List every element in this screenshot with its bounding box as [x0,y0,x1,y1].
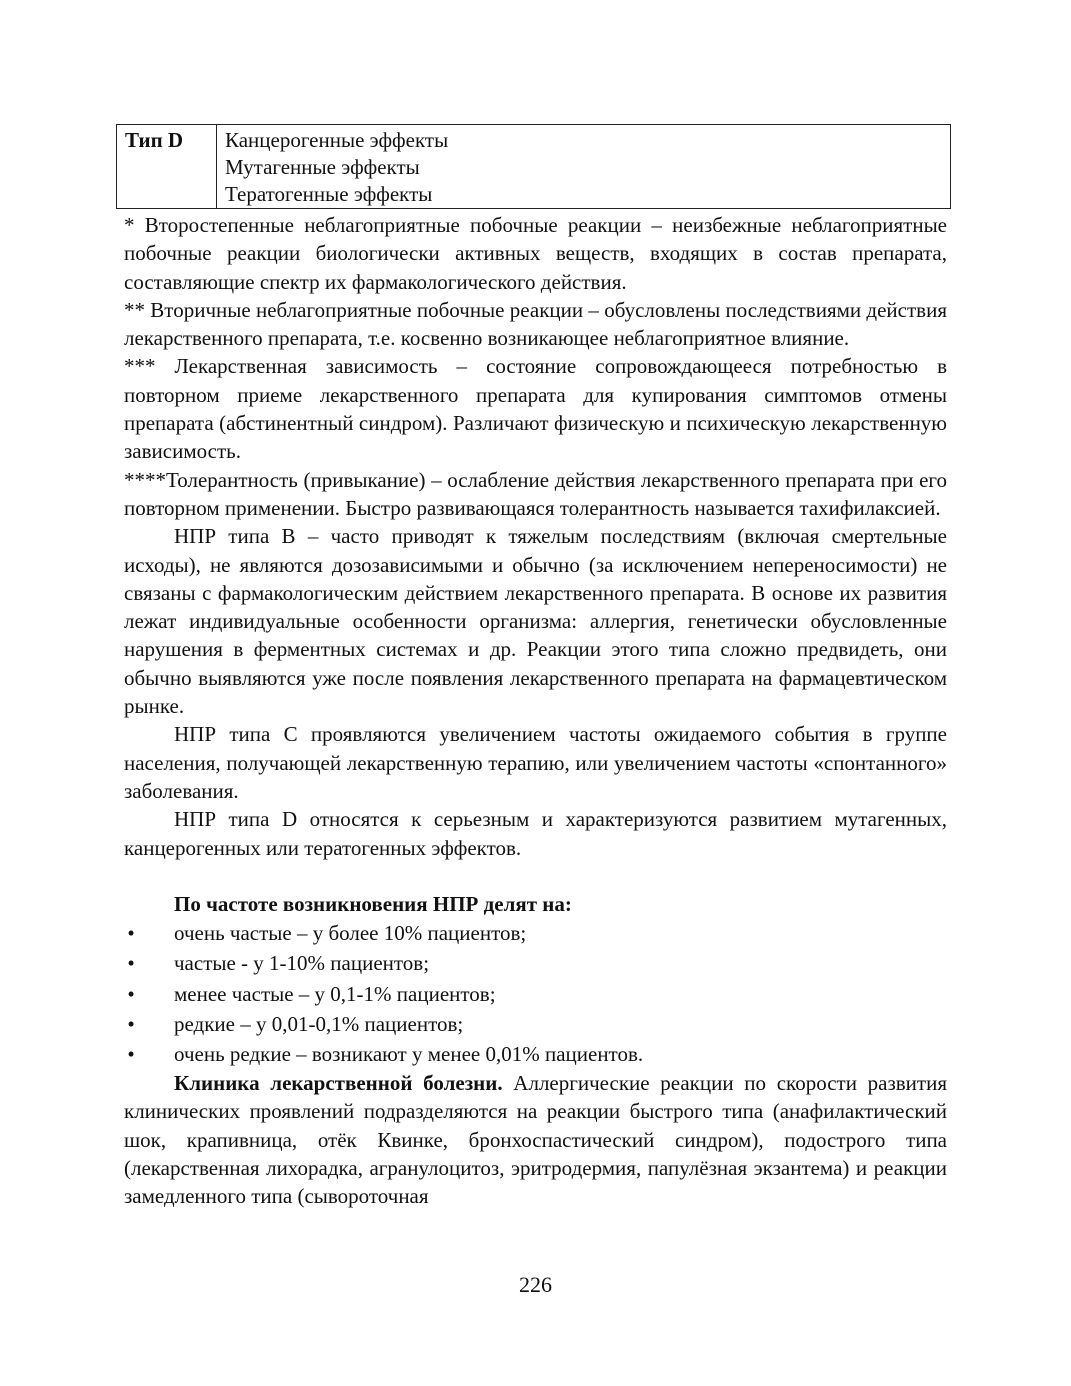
footnote-2: ** Вторичные неблагоприятные побочные реакции – обусловлены последствиями действия лекарственного препарата, т.е. косвенно возникающее неблагоприятное влияние. [124,297,947,351]
footnote-1: * Второстепенные неблагоприятные побочные реакции – неизбежные неблагоприятные побочные реакции биологически активных веществ, входящих в состав препарата, составляющие спектр их фармакологического действия. [124,213,947,294]
list-item [124,979,947,1009]
adverse-reaction-type-table [116,124,951,209]
bullet-icon: • [127,1011,135,1036]
type-label-cell: Тип D [117,125,217,209]
list-item-text: очень частые – у более 10% пациентов; [174,921,527,946]
paragraph-type-d: НПР типа D относятся к серьезным и характеризуются развитием мутагенных, канцерогенных или тератогенных эффектов. [124,807,947,860]
effect-item: Мутагенные эффекты [225,155,420,179]
list-item [124,948,947,978]
page-content [124,124,947,1211]
footnote-3: *** Лекарственная зависимость – состояние сопровождающееся потребностью в повторном приеме лекарственного препарата для купирования симптомов отмены препарата (абстинентный синдром). Различают физическую и психическую лекарственную зависимость. [124,354,947,464]
effect-item: Тератогенные эффекты [225,182,433,206]
footnote-4: ****Толерантность (привыкание) – ослабление действия лекарственного препарата при его повторном применении. Быстро развивающаяся толерантность называется тахифилаксией. [124,467,947,520]
bullet-icon: • [127,951,135,976]
clinic-text: Аллергические реакции по скорости развития клинических проявлений подразделяются на реакции быстрого типа (анафилактический шок, крапивница, отёк Квинке, бронхоспастический синдром), подострого типа (лекарственная лихорадка, агранулоцитоз, эритродермия, папулёзная экзантема) и реакции замедленного типа (сывороточная [124,1071,947,1209]
bullet-icon: • [127,981,135,1006]
clinic-lead: Клиника лекарственной болезни. [174,1071,503,1096]
list-item [124,1039,947,1069]
page-number: 226 [519,1272,552,1297]
list-item-text: частые - у 1-10% пациентов; [174,951,430,976]
clinic-paragraph [124,1069,947,1210]
list-item-text: менее частые – у 0,1-1% пациентов; [174,981,496,1006]
paragraph-type-c: НПР типа С проявляются увеличением частоты ожидаемого события в группе населения, получающей лекарственную терапию, или увеличением частоты «спонтанного» заболевания. [124,722,947,803]
list-item-text: редкие – у 0,01-0,1% пациентов; [174,1011,464,1036]
frequency-heading: По частоте возникновения НПР делят на: [174,891,572,916]
list-item-text: очень редкие – возникают у менее 0,01% пациентов. [174,1041,644,1066]
bullet-icon: • [127,1041,135,1066]
list-item [124,918,947,948]
effect-item: Канцерогенные эффекты [225,128,449,152]
effects-cell [217,125,951,209]
table-row [117,125,951,209]
paragraph-type-b: НПР типа В – часто приводят к тяжелым последствиям (включая смертельные исходы), не являются дозозависимыми и обычно (за исключением непереносимости) не связаны с фармакологическим действием лекарственного препарата. В основе их развития лежат индивидуальные особенности организма: аллергия, генетически обусловленные нарушения в ферментных системах и др. Реакции этого типа сложно предвидеть, они обычно выявляются уже после появления лекарственного препарата на фармацевтическом рынке. [124,524,947,719]
frequency-list [124,918,947,1069]
bullet-icon: • [127,921,135,946]
list-item [124,1009,947,1039]
